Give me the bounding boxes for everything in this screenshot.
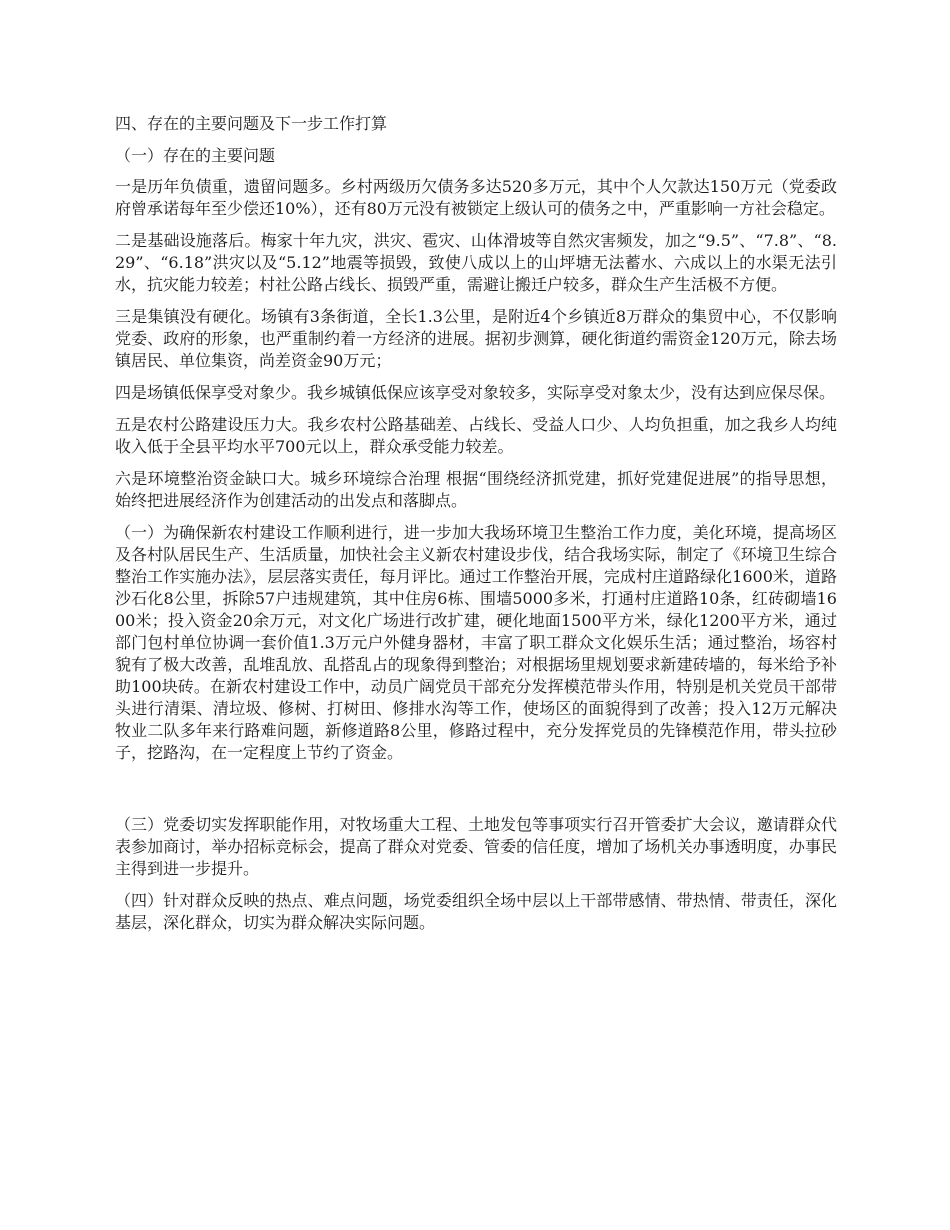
paragraph-environment-funding: 六是环境整治资金缺口大。城乡环境综合治理 根据“围绕经济抓党建，抓好党建促进展”的指导思想，始终把进展经济作为创建活动的出发点和落脚点。 bbox=[115, 469, 837, 510]
paragraph-debt: 一是历年负债重，遗留问题多。乡村两级历欠债务多达520多万元，其中个人欠款达150万元（党委政府曾承诺每年至少偿还10%），还有80万元没有被锁定上级认可的债务之中，严重影响一方社会稳定。 bbox=[115, 177, 837, 218]
paragraph-infrastructure: 二是基础设施落后。梅家十年九灾，洪灾、雹灾、山体滑坡等自然灾害频发，加之“9.5”、“7.8”、“8.29”、“6.18”洪灾以及“5.12”地震等损毁，致使八成以上的山坪塘无法蓄水、六成以上的水渠无法引水，抗灾能力较差；村社公路占线长、损毁严重，需避让搬迁户较多，群众生产生活极不方便。 bbox=[115, 231, 837, 294]
section-heading: 四、存在的主要问题及下一步工作打算 bbox=[115, 114, 388, 133]
subsection-heading: （一）存在的主要问题 bbox=[115, 146, 276, 165]
paragraph-party-committee: （三）党委切实发挥职能作用，对牧场重大工程、土地发包等事项实行召开管委扩大会议，邀请群众代表参加商讨，举办招标竞标会，提高了群众对党委、管委的信任度，增加了场机关办事透明度，办事民主得到进一步提升。 bbox=[115, 815, 837, 878]
section-spacer bbox=[115, 774, 837, 814]
document-page bbox=[115, 112, 837, 944]
paragraph-rural-roads: 五是农村公路建设压力大。我乡农村公路基础差、占线长、受益人口少、人均负担重，加之我乡人均纯收入低于全县平均水平700元以上，群众承受能力较差。 bbox=[115, 415, 837, 456]
paragraph-low-income-support: 四是场镇低保享受对象少。我乡城镇低保应该享受对象较多，实际享受对象太少，没有达到应保尽保。 bbox=[115, 383, 836, 402]
paragraph-new-countryside: （一）为确保新农村建设工作顺利进行，进一步加大我场环境卫生整治工作力度，美化环境，提高场区及各村队居民生产、生活质量，加快社会主义新农村建设步伐，结合我场实际，制定了《环境卫生综合整治工作实施办法》，层层落实责任，每月评比。通过工作整治开展，完成村庄道路绿化1600米，道路沙石化8公里，拆除57户违规建筑，其中住房6栋、围墙5000多米，打通村庄道路10条，红砖砌墙1600米；投入资金20余万元，对文化广场进行改扩建，硬化地面1500平方米，绿化1200平方米，通过部门包村单位协调一套价值1.3万元户外健身器材，丰富了职工群众文化娱乐生活；通过整治，场容村貌有了极大改善，乱堆乱放、乱搭乱占的现象得到整治；对根据场里规划要求新建砖墙的，每米给予补助100块砖。在新农村建设工作中，动员广阔党员干部充分发挥模范带头作用，特别是机关党员干部带头进行清渠、清垃圾、修树、打树田、修排水沟等工作，使场区的面貌得到了改善；投入12万元解决牧业二队多年来行路难问题，新修道路8公里，修路过程中，充分发挥党员的先锋模范作用，带头拉砂子，挖路沟，在一定程度上节约了资金。 bbox=[115, 523, 837, 762]
paragraph-hot-issues: （四）针对群众反映的热点、难点问题，场党委组织全场中层以上干部带感情、带热情、带责任，深化基层，深化群众，切实为群众解决实际问题。 bbox=[115, 891, 837, 932]
paragraph-town-hardening: 三是集镇没有硬化。场镇有3条街道，全长1.3公里，是附近4个乡镇近8万群众的集贸中心，不仅影响党委、政府的形象，也严重制约着一方经济的进展。据初步测算，硬化街道约需资金120万元，除去场镇居民、单位集资，尚差资金90万元； bbox=[115, 307, 837, 370]
